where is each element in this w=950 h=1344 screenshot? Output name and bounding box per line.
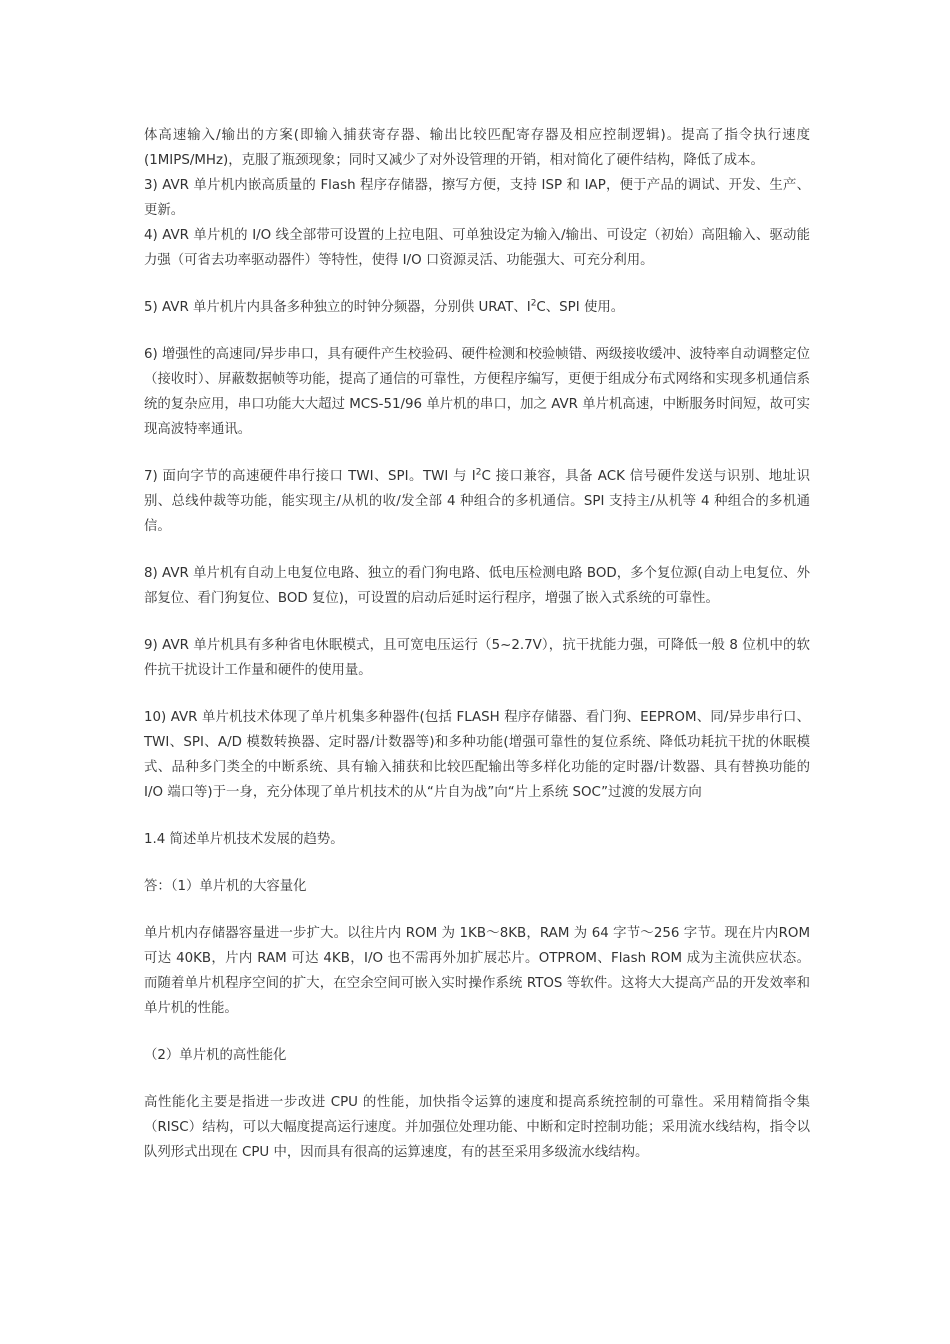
paragraph-item-6: 6) 增强性的高速同/异步串口，具有硬件产生校验码、硬件检测和校验帧错、两级接收缓冲、波特率自动调整定位（接收时）、屏蔽数据帧等功能，提高了通信的可靠性，方便程序编写，更便于组成分布式网络和实现多机通信系统的复杂应用，串口功能大大超过 MCS-51/96 单片机的串口，加之 AVR 单片机高速，中断服务时间短，故可实现高波特率通讯。 (144, 347, 810, 437)
paragraph-item-5 (144, 295, 810, 320)
paragraph-item-7 (144, 464, 810, 539)
paragraph-item-7-text: 7) 面向字节的高速硬件串行接口 TWI、SPI。TWI 与 I (144, 469, 476, 484)
paragraph-performance: 高性能化主要是指进一步改进 CPU 的性能，加快指令运算的速度和提高系统控制的可靠性。采用精简指令集（RISC）结构，可以大幅度提高运行速度。并加强位处理功能、中断和定时控制功能；采用流水线结构，指令以队列形式出现在 CPU 中，因而具有很高的运算速度，有的甚至采用多级流水线结构。 (144, 1095, 810, 1160)
superscript: 2 (475, 467, 482, 478)
paragraph-item-5-text-end: C、SPI 使用。 (536, 300, 625, 315)
paragraph-item-10: 10) AVR 单片机技术体现了单片机集多种器件(包括 FLASH 程序存储器、看门狗、EEPROM、同/异步串行口、TWI、SPI、A/D 模数转换器、定时器/计数器等)和多种功能(增强可靠性的复位系统、降低功耗抗干扰的休眠模式、品种多门类全的中断系统、具有输入捕获和比较匹配输出等多样化功能的定时器/计数器、具有替换功能的 I/O 端口等)于一身，充分体现了单片机技术的从“片自为战”向“片上系统 SOC”过渡的发展方向 (144, 710, 810, 800)
paragraph-capacity: 单片机内存储器容量进一步扩大。以往片内 ROM 为 1KB～8KB，RAM 为 64 字节～256 字节。现在片内ROM 可达 40KB，片内 RAM 可达 4KB，I/O 也不需再外加扩展芯片。OTPROM、Flash ROM 成为主流供应状态。而随着单片机程序空间的扩大，在空余空间可嵌入实时操作系统 RTOS 等软件。这将大大提高产品的开发效率和单片机的性能。 (144, 926, 810, 1016)
paragraph-io-scheme: 体高速输入/输出的方案(即输入捕获寄存器、输出比较匹配寄存器及相应控制逻辑)。提高了指令执行速度(1MIPS/MHz)，克服了瓶颈现象；同时又减少了对外设管理的开销，相对简化了硬件结构，降低了成本。 (144, 128, 810, 168)
superscript: 2 (530, 298, 537, 309)
section-heading-1-4: 1.4 简述单片机技术发展的趋势。 (144, 832, 344, 847)
answer-heading-2: （2）单片机的高性能化 (144, 1048, 287, 1063)
paragraph-item-7-text-end: C 接口兼容，具备 ACK 信号硬件发送与识别、地址识别、总线仲裁等功能，能实现主/从机的收/发全部 4 种组合的多机通信。SPI 支持主/从机等 4 种组合的多机通信。 (144, 469, 810, 534)
paragraph-item-5-text: 5) AVR 单片机片内具备多种独立的时钟分频器，分别供 URAT、I (144, 300, 531, 315)
paragraph-item-4: 4) AVR 单片机的 I/O 线全部带可设置的上拉电阻、可单独设定为输入/输出、可设定（初始）高阻输入、驱动能力强（可省去功率驱动器件）等特性，使得 I/O 口资源灵活、功能强大、可充分利用。 (144, 228, 810, 268)
paragraph-item-9: 9) AVR 单片机具有多种省电休眠模式，且可宽电压运行（5~2.7V），抗干扰能力强，可降低一般 8 位机中的软件抗干扰设计工作量和硬件的使用量。 (144, 638, 810, 678)
document-body (144, 123, 810, 1165)
paragraph-item-3: 3) AVR 单片机内嵌高质量的 Flash 程序存储器，擦写方便，支持 ISP 和 IAP，便于产品的调试、开发、生产、更新。 (144, 178, 810, 218)
answer-heading-1: 答：（1）单片机的大容量化 (144, 879, 307, 894)
paragraph-item-8: 8) AVR 单片机有自动上电复位电路、独立的看门狗电路、低电压检测电路 BOD，多个复位源(自动上电复位、外部复位、看门狗复位、BOD 复位)，可设置的启动后延时运行程序，增强了嵌入式系统的可靠性。 (144, 566, 810, 606)
